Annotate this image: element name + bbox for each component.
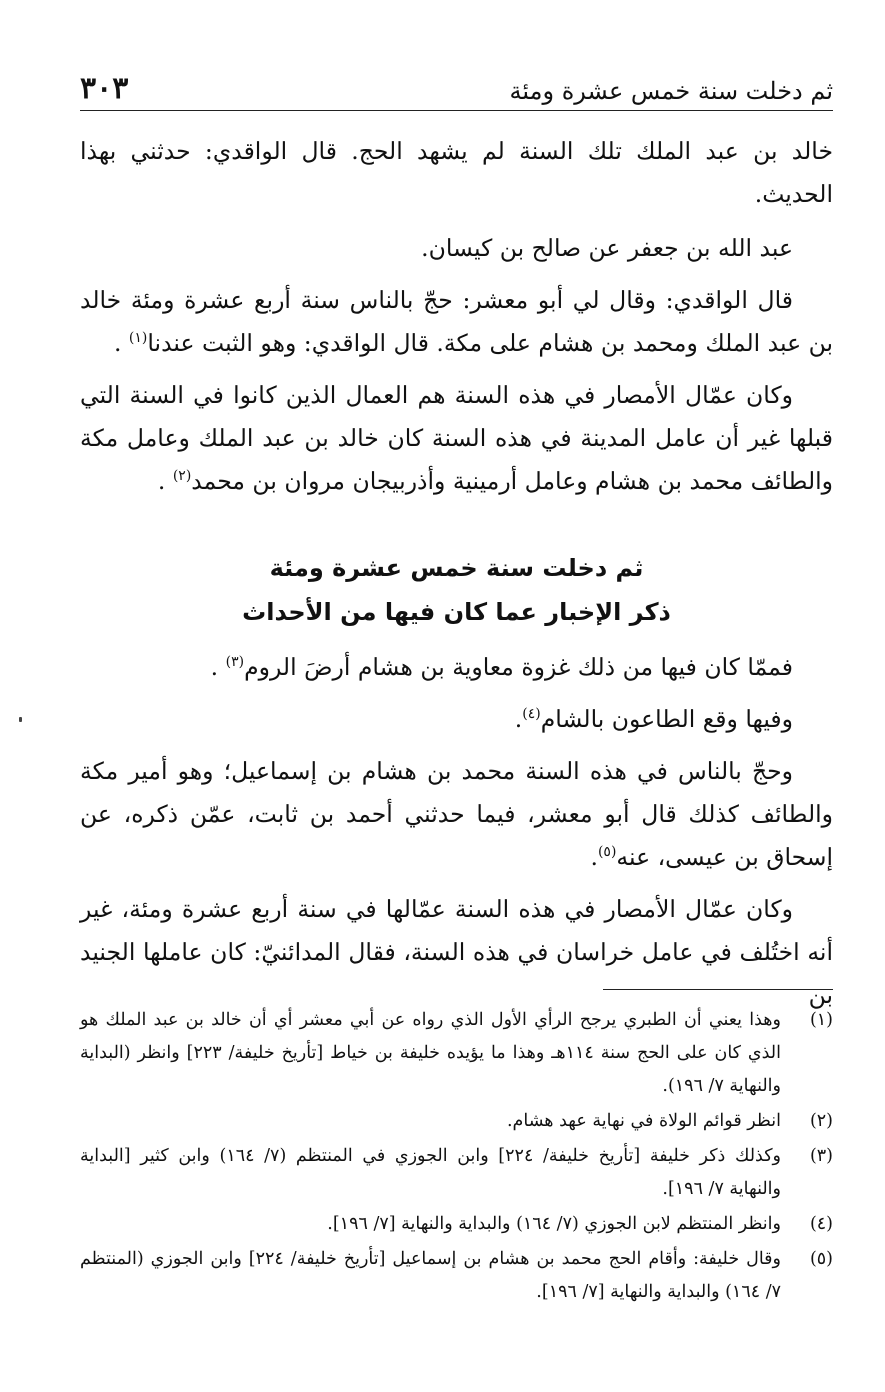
- footnote: [80, 1208, 833, 1241]
- paragraph-text: وحجّ بالناس في هذه السنة محمد بن هشام بن إسماعيل؛ وهو أمير مكة والطائف كذلك قال أبو معشر، فيما حدثني أحمد بن ثابت، عمّن ذكره، عن إسحاق بن عيسى، عنه: [80, 757, 833, 871]
- paragraph: [80, 279, 833, 365]
- paragraph: خالد بن عبد الملك تلك السنة لم يشهد الحج. قال الواقدي: حدثني بهذا الحديث.: [80, 137, 833, 208]
- footnote-divider: [603, 989, 833, 990]
- footnote-ref: (١): [128, 330, 148, 347]
- footnotes: [80, 1004, 833, 1311]
- end-punct: .: [113, 329, 122, 357]
- section-subtitle: ذكر الإخبار عما كان فيها من الأحداث: [242, 598, 671, 626]
- main-text: [80, 130, 833, 512]
- end-punct: .: [210, 653, 219, 681]
- paragraph-text: قال الواقدي: وقال لي أبو معشر: حجّ بالناس سنة أربع عشرة ومئة خالد بن عبد الملك ومحمد بن هشام على مكة. قال الواقدي: وهو الثبت عندنا: [80, 286, 833, 357]
- running-header: [80, 70, 833, 111]
- end-punct: .: [590, 843, 598, 871]
- section-title: ثم دخلت سنة خمس عشرة ومئة: [269, 554, 644, 582]
- footnote: [80, 1243, 833, 1309]
- footnote: [80, 1004, 833, 1103]
- paragraph: [80, 374, 833, 503]
- page-number: ٣٠٣: [80, 71, 129, 106]
- section-text: [80, 646, 833, 1026]
- paragraph-text: فممّا كان فيها من ذلك غزوة معاوية بن هشام أرضَ الروم: [244, 653, 793, 681]
- footnote-text: وانظر المنتظم لابن الجوزي (٧/ ١٦٤) والبداية والنهاية [٧/ ١٩٦].: [327, 1214, 781, 1234]
- paragraph: عبد الله بن جعفر عن صالح بن كيسان.: [421, 234, 793, 262]
- footnote-ref: (٥): [597, 844, 617, 861]
- footnote-number: (١): [809, 1010, 833, 1030]
- footnote-number: (٣): [809, 1146, 833, 1166]
- running-title: ثم دخلت سنة خمس عشرة ومئة: [509, 77, 833, 105]
- paragraph: [80, 698, 833, 741]
- footnote: [80, 1140, 833, 1206]
- footnote: [80, 1105, 833, 1138]
- footnote-text: وقال خليفة: وأقام الحج محمد بن هشام بن إسماعيل [تأريخ خليفة/ ٢٢٤] وابن الجوزي (المنتظم ٧/ ١٦٤) والبداية والنهاية [٧/ ١٩٦].: [80, 1249, 781, 1302]
- footnote-ref: (٢): [172, 468, 192, 485]
- paragraph: وكان عمّال الأمصار في هذه السنة عمّالها في سنة أربع عشرة ومئة، غير أنه اختُلف في عامل خراسان في هذه السنة، فقال المدائنيّ: كان عاملها الجنيد بن: [80, 895, 833, 1009]
- footnote-number: (٤): [809, 1214, 833, 1234]
- footnote-number: (٥): [809, 1249, 833, 1269]
- footnote-ref: (٣): [225, 654, 245, 671]
- paragraph: [80, 646, 833, 689]
- paragraph: [80, 750, 833, 879]
- paragraph-text: وكان عمّال الأمصار في هذه السنة هم العمال الذين كانوا في السنة التي قبلها غير أن عامل المدينة في هذه السنة كان خالد بن عبد الملك وعامل مكة والطائف محمد بن هشام وعامل أرمينية وأذربيجان مروان بن محمد: [80, 381, 833, 495]
- footnote-text: انظر قوائم الولاة في نهاية عهد هشام.: [506, 1111, 781, 1131]
- end-punct: .: [514, 705, 523, 733]
- footnote-number: (٢): [809, 1111, 833, 1131]
- footnote-text: وهذا يعني أن الطبري يرجح الرأي الأول الذي رواه عن أبي معشر أي أن خالد بن عبد الملك هو الذي كان على الحج سنة ١١٤هـ وهذا ما يؤيده خليفة بن خياط [تأريخ خليفة/ ٢٢٣] وانظر (البداية والنهاية ٧/ ١٩٦).: [80, 1010, 781, 1096]
- paragraph-text: وفيها وقع الطاعون بالشام: [540, 705, 793, 733]
- scan-speck: [19, 717, 22, 722]
- footnote-text: وكذلك ذكر خليفة [تأريخ خليفة/ ٢٢٤] وابن الجوزي في المنتظم (٧/ ١٦٤) وابن كثير [البداية والنهاية ٧/ ١٩٦].: [80, 1146, 781, 1199]
- section-heading: [80, 546, 833, 634]
- end-punct: .: [157, 467, 166, 495]
- footnote-ref: (٤): [522, 706, 541, 723]
